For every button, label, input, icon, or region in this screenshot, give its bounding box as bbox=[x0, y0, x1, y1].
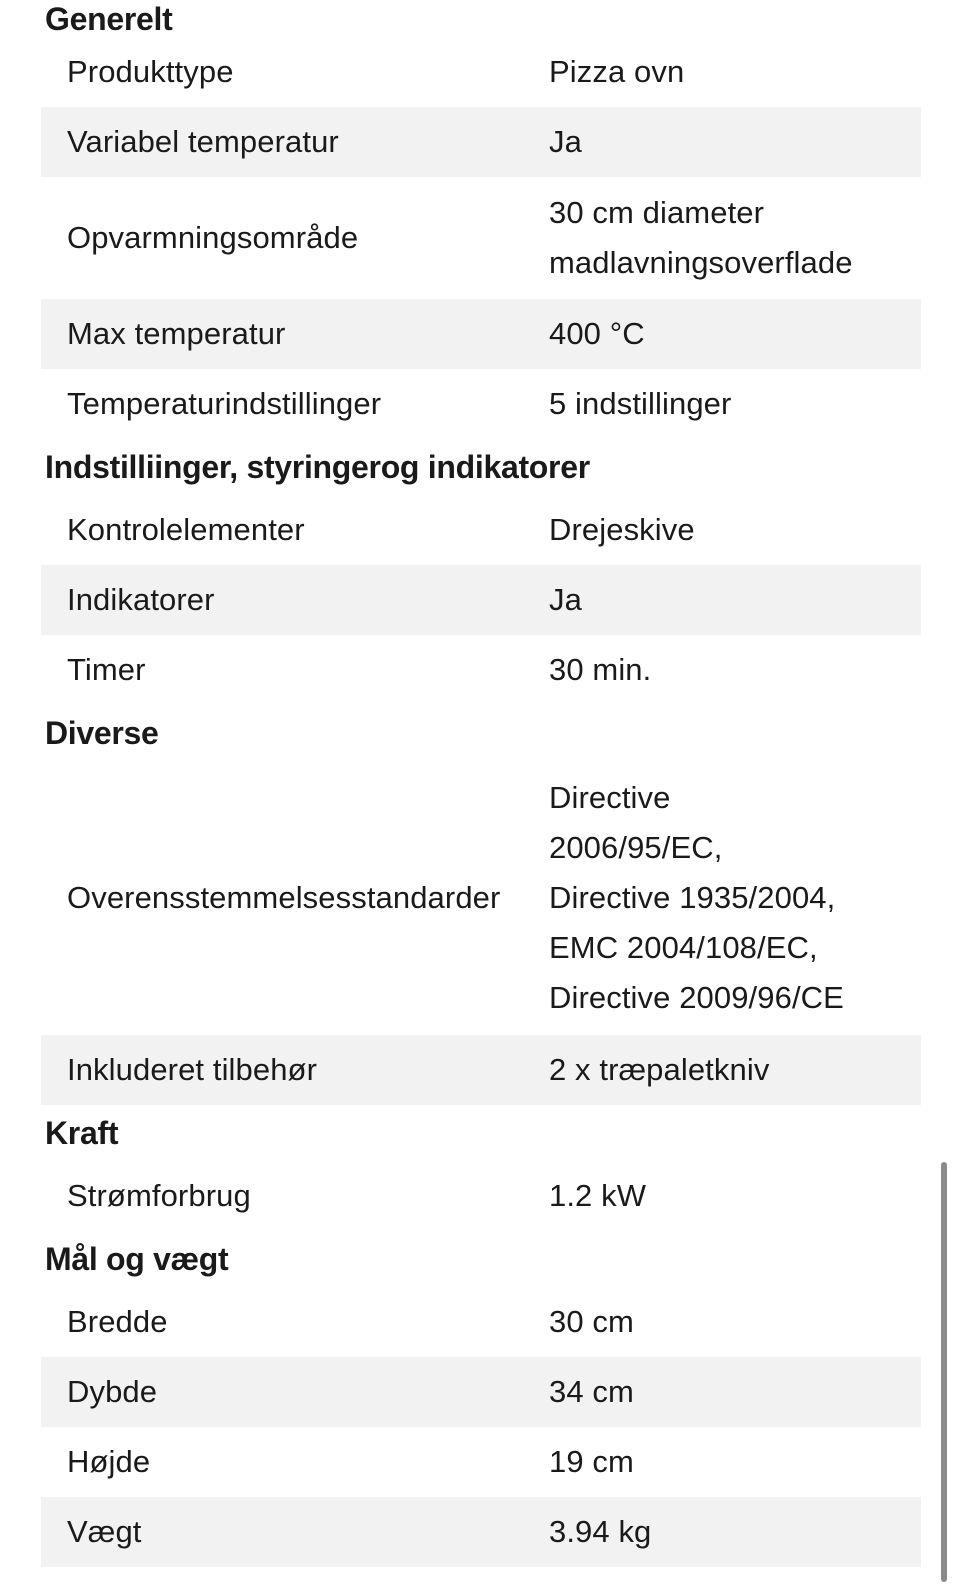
spec-value-line: Ja bbox=[549, 124, 582, 159]
section-title: Diverse bbox=[45, 715, 159, 751]
spec-row bbox=[41, 635, 921, 705]
section-maal-og-vaegt bbox=[41, 1231, 921, 1567]
spec-row bbox=[41, 177, 921, 299]
section-title: Generelt bbox=[45, 1, 173, 37]
spec-value-line: 34 cm bbox=[549, 1374, 634, 1409]
spec-label: Højde bbox=[67, 1444, 151, 1479]
spec-row bbox=[41, 1287, 921, 1357]
spec-value bbox=[549, 117, 921, 167]
spec-label: Opvarmningsområde bbox=[67, 220, 359, 255]
spec-row bbox=[41, 1161, 921, 1231]
spec-value-line: Directive bbox=[549, 780, 671, 815]
section-title: Indstilliinger, styringerog indikatorer bbox=[45, 449, 590, 485]
spec-value-line: Ja bbox=[549, 582, 582, 617]
spec-value-line: 1.2 kW bbox=[549, 1178, 647, 1213]
spec-value-line: 19 cm bbox=[549, 1444, 634, 1479]
spec-row bbox=[41, 37, 921, 107]
spec-label: Bredde bbox=[67, 1304, 168, 1339]
spec-value-line: 400 °C bbox=[549, 316, 645, 351]
spec-row bbox=[41, 565, 921, 635]
spec-value bbox=[549, 575, 921, 625]
spec-label: Indikatorer bbox=[67, 582, 215, 617]
spec-row bbox=[41, 1357, 921, 1427]
spec-value bbox=[549, 379, 921, 429]
section-generelt bbox=[41, 1, 921, 439]
spec-label: Max temperatur bbox=[67, 316, 286, 351]
section-kraft bbox=[41, 1105, 921, 1231]
spec-label: Timer bbox=[67, 652, 146, 687]
spec-value bbox=[549, 1171, 921, 1221]
spec-value-line: Drejeskive bbox=[549, 512, 695, 547]
section-diverse bbox=[41, 705, 921, 1105]
spec-value-line: EMC 2004/108/EC, bbox=[549, 930, 818, 965]
spec-label: Strømforbrug bbox=[67, 1178, 251, 1213]
spec-value bbox=[549, 645, 921, 695]
spec-value-line: 30 min. bbox=[549, 652, 652, 687]
spec-row bbox=[41, 1427, 921, 1497]
spec-value-line: 3.94 kg bbox=[549, 1514, 652, 1549]
spec-value bbox=[549, 47, 921, 97]
spec-value bbox=[549, 1045, 921, 1095]
spec-row bbox=[41, 495, 921, 565]
spec-label: Dybde bbox=[67, 1374, 158, 1409]
spec-value bbox=[549, 1507, 921, 1557]
spec-value-line: 2006/95/EC, bbox=[549, 830, 723, 865]
spec-value-line: 30 cm diameter bbox=[549, 195, 765, 230]
spec-value bbox=[549, 309, 921, 359]
scrollbar-thumb[interactable] bbox=[941, 1162, 947, 1582]
spec-row bbox=[41, 1497, 921, 1567]
spec-row bbox=[41, 1035, 921, 1105]
spec-row bbox=[41, 369, 921, 439]
spec-value bbox=[549, 505, 921, 555]
spec-value bbox=[549, 1437, 921, 1487]
spec-container bbox=[41, 0, 921, 1567]
section-title: Kraft bbox=[45, 1115, 119, 1151]
spec-row bbox=[41, 761, 921, 1035]
spec-value bbox=[549, 773, 921, 1023]
spec-value-line: Pizza ovn bbox=[549, 54, 685, 89]
spec-label: Produkttype bbox=[67, 54, 234, 89]
spec-value-line: 30 cm bbox=[549, 1304, 634, 1339]
spec-row bbox=[41, 299, 921, 369]
spec-value-line: Directive 1935/2004, bbox=[549, 880, 836, 915]
section-indstillinger bbox=[41, 439, 921, 705]
spec-value bbox=[549, 1297, 921, 1347]
spec-label: Inkluderet tilbehør bbox=[67, 1052, 318, 1087]
spec-value-line: madlavningsoverflade bbox=[549, 245, 853, 280]
spec-value-line: 2 x træpaletkniv bbox=[549, 1052, 770, 1087]
spec-label: Variabel temperatur bbox=[67, 124, 339, 159]
spec-value bbox=[549, 1367, 921, 1417]
spec-label: Temperaturindstillinger bbox=[67, 386, 382, 421]
spec-row bbox=[41, 107, 921, 177]
spec-label: Vægt bbox=[67, 1514, 142, 1549]
spec-label: Overensstemmelsesstandarder bbox=[67, 880, 501, 915]
spec-value-line: 5 indstillinger bbox=[549, 386, 732, 421]
spec-value bbox=[549, 188, 921, 288]
spec-value-line: Directive 2009/96/CE bbox=[549, 980, 844, 1015]
spec-label: Kontrolelementer bbox=[67, 512, 305, 547]
section-title: Mål og vægt bbox=[45, 1241, 229, 1277]
